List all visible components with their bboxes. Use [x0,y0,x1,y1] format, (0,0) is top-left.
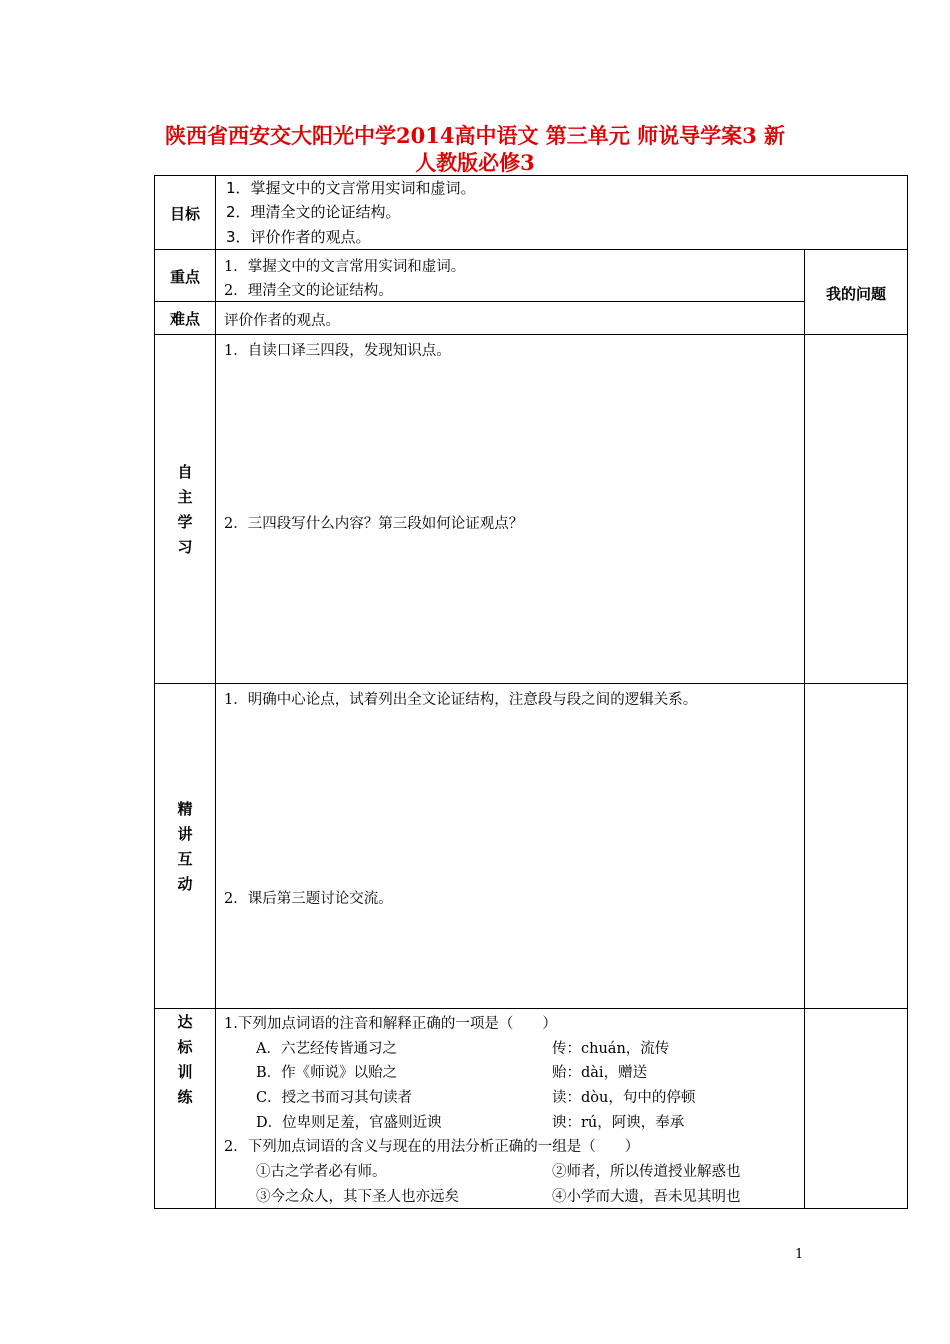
q1-option-d: D．位卑则足羞，官盛则近谀 [256,1115,442,1131]
self-study-char-2: 主 [177,488,193,506]
training-char-4: 练 [177,1088,193,1106]
interaction-char-3: 互 [177,850,193,868]
table-border-right [907,175,908,1209]
training-label [175,1010,195,1110]
training-char-3: 训 [177,1063,193,1081]
table-divider-notes [804,250,805,1209]
difficulty-text: 评价作者的观点。 [224,313,340,329]
focus-label: 重点 [169,268,200,286]
interaction-task-2: 2．课后第三题讨论交流。 [224,891,393,907]
document-title [100,122,850,176]
training-char-1: 达 [177,1013,193,1031]
row-divider-interaction [154,1008,908,1009]
self-study-char-1: 自 [177,463,193,481]
self-study-char-3: 学 [177,513,193,531]
goal-item-1: 1．掌握文中的文言常用实词和虚词。 [226,179,476,197]
q1-option-d-answer: 谀：rú，阿谀，奉承 [552,1115,685,1131]
row-divider-difficulty [154,334,908,335]
q1-option-c-answer: 读：dòu，句中的停顿 [552,1090,696,1106]
row-divider-goal [154,249,908,250]
q2-item-4: ④小学而大遗，吾未见其明也 [552,1189,741,1205]
q1-option-b-answer: 贻：dài，赠送 [552,1065,648,1081]
my-questions-label: 我的问题 [825,285,886,303]
self-study-task-1: 1．自读口译三四段，发现知识点。 [224,343,451,359]
table-border-left [154,175,155,1209]
q2-item-3: ③今之众人，其下圣人也亦远矣 [256,1189,459,1205]
self-study-char-4: 习 [177,538,193,556]
interaction-char-2: 讲 [177,825,193,843]
goal-item-3: 3．评价作者的观点。 [226,228,371,246]
q1-option-c: C．授之书而习其句读者 [256,1090,413,1106]
interaction-char-4: 动 [177,875,193,893]
title-line-1: 陕西省西安交大阳光中学2014高中语文 第三单元 师说导学案3 新 [165,123,785,148]
focus-item-2: 2．理清全文的论证结构。 [224,283,393,299]
q2-item-2: ②师者，所以传道授业解惑也 [552,1164,741,1180]
q2-item-1: ①古之学者必有师。 [256,1164,387,1180]
table-border-top [154,175,908,176]
table-divider-label [215,175,216,1209]
table-border-bottom [154,1208,908,1209]
q1-option-a-answer: 传：chuán，流传 [552,1041,670,1057]
goal-label: 目标 [169,205,200,223]
interaction-label [175,797,195,897]
q1-option-b: B．作《师说》以贻之 [256,1065,398,1081]
title-line-2: 人教版必修3 [415,150,535,175]
question-2: 2．下列加点词语的含义与现在的用法分析正确的一组是（ ） [224,1139,640,1155]
difficulty-label: 难点 [169,310,200,328]
interaction-char-1: 精 [177,800,193,818]
interaction-task-1: 1．明确中心论点，试着列出全文论证结构，注意段与段之间的逻辑关系。 [224,692,698,708]
goal-item-2: 2．理清全文的论证结构。 [226,203,401,221]
q1-option-a: A．六艺经传皆通习之 [256,1041,397,1057]
question-1: 1.下列加点词语的注音和解释正确的一项是（ ） [224,1016,557,1032]
page-number: 1 [795,1247,804,1262]
focus-item-1: 1．掌握文中的文言常用实词和虚词。 [224,259,466,275]
row-divider-self-study [154,683,908,684]
self-study-task-2: 2．三四段写什么内容？第三段如何论证观点？ [224,516,524,532]
row-divider-focus [154,301,805,302]
training-char-2: 标 [177,1038,193,1056]
self-study-label [175,460,195,560]
